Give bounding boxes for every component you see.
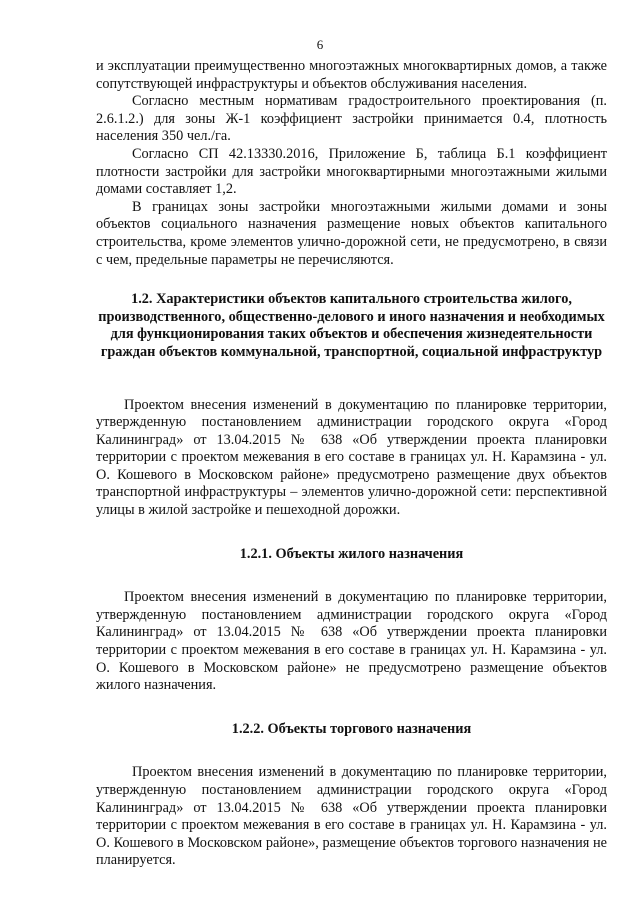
section-heading-1-2-1: 1.2.1. Объекты жилого назначения [239,545,464,562]
page-content [96,58,607,870]
section-1-2-1-text: Проектом внесения изменений в документацию по планировке территории, утвержденную постановлением администрации городского округа «Город Калининград» от 13.04.2015 № 638 «Об утверждении проекта планировки территории с проектом межевания в его составе в границах ул. Н. Карамзина - ул. О. Кошевого в Московском районе» не предусмотрено размещение объектов жилого назначения. [96,589,607,694]
section-heading-1-2-2: 1.2.2. Объекты торгового назначения [231,720,472,737]
page-number: 6 [316,37,324,52]
section-1-2-2-text: Проектом внесения изменений в документацию по планировке территории, утвержденную постановлением администрации городского округа «Город Калининград» от 13.04.2015 № 638 «Об утверждении проекта планировки территории с проектом межевания в его составе в границах ул. Н. Карамзина - ул. О. Кошевого в Московском районе», размещение объектов торгового назначения не планируется. [96,764,607,869]
paragraph-continuation: и эксплуатации преимущественно многоэтажных многоквартирных домов, а также сопутствующей инфраструктуры и объектов обслуживания населения. [96,58,607,92]
paragraph-local-norms: Согласно местным нормативам градостроительного проектирования (п. 2.6.1.2.) для зоны Ж-1 коэффициент застройки принимается 0.4, плотность населения 350 чел./га. [96,93,607,145]
paragraph-sp-density: Согласно СП 42.13330.2016, Приложение Б, таблица Б.1 коэффициент плотности застройки для застройки многоквартирными многоэтажными жилыми домами составляет 1,2. [96,145,607,198]
paragraph-zone-limits: В границах зоны застройки многоэтажными жилыми домами и зоны объектов социального назначения размещение новых объектов капитального строительства, кроме элементов улично-дорожной сети, не предусмотрено, в связи с чем, предельные параметры не перечисляются. [96,198,607,268]
section-heading-1-2: 1.2. Характеристики объектов капитального строительства жилого, производственного, общественно-делового и иного назначения и необходимых для функционирования таких объектов и обеспечения жизнедеятельности граждан объектов коммунальной, транспортной, социальной инфраструктур [98,291,605,360]
section-1-2-text: Проектом внесения изменений в документацию по планировке территории, утвержденную постановлением администрации городского округа «Город Калининград» от 13.04.2015 № 638 «Об утверждении проекта планировки территории с проектом межевания в его составе в границах ул. Н. Карамзина - ул. О. Кошевого в Московском районе» предусмотрено размещение двух объектов транспортной инфраструктуры – элементов улично-дорожной сети: перспективной улицы в жилой застройке и пешеходной дорожки. [96,396,607,519]
